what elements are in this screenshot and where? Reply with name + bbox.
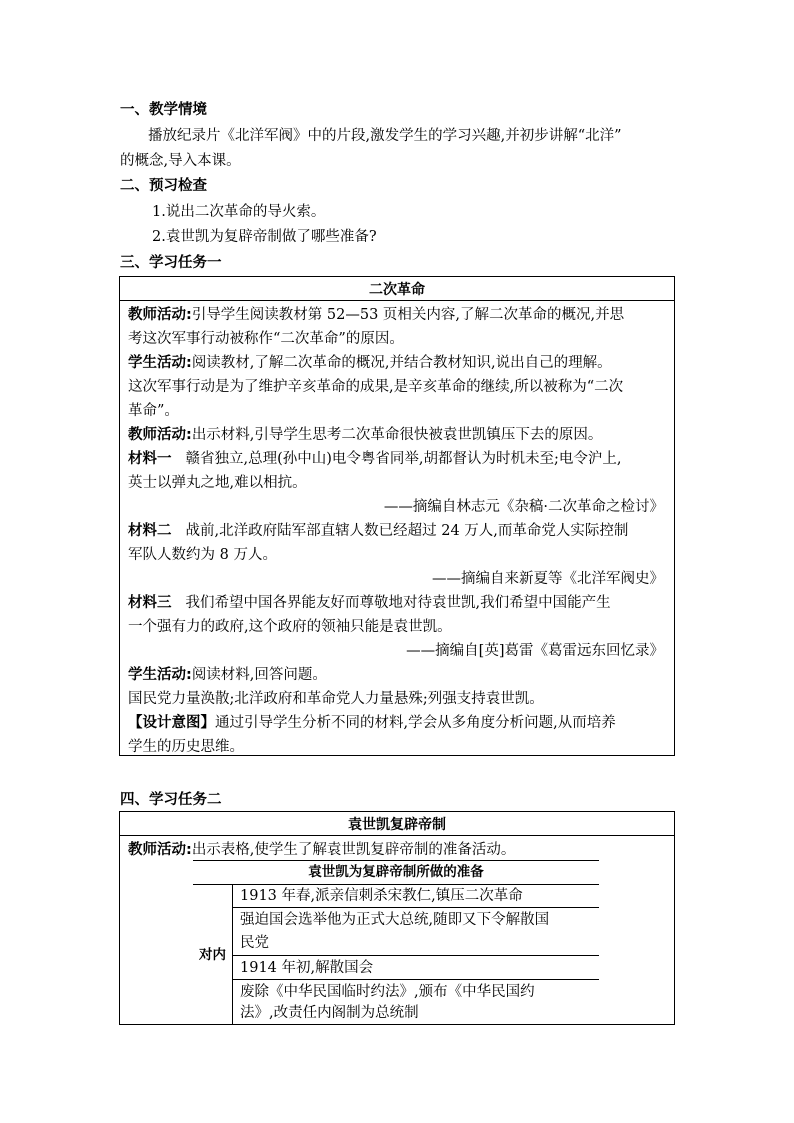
material2-line2: 军队人数约为 8 万人。 [128,547,277,563]
prep-row-4-line2: 法》,改责任内阁制为总统制 [240,1005,419,1021]
row-divider-1 [232,907,599,908]
material1-row1 [128,449,622,469]
teacher2-text: 出示材料,引导学生思考二次革命很快被袁世凯镇压下去的原因。 [191,427,603,443]
prep-row-1: 1913 年春,派亲信刺杀宋教仁,镇压二次革命 [240,888,523,904]
prep-row-4-line1: 废除《中华民国临时约法》,颁布《中华民国约 [240,984,535,1000]
section1-heading: 一、教学情境 [120,102,207,118]
teacher2-label: 教师活动: [128,427,192,443]
section2-q2: 2.袁世凯为复辟帝制做了哪些准备? [152,229,377,245]
task1-table-title: 二次革命 [369,282,425,298]
prep-row-2-line1: 强迫国会选举他为正式大总统,随即又下令解散国 [240,912,550,928]
task1-title-divider [119,300,675,301]
section1-para-line1: 播放纪录片《北洋军阀》中的片段,激发学生的学习兴趣,并初步讲解“北洋” [148,128,622,144]
material2-label: 材料二 [128,523,172,539]
teacher2-row [128,425,602,445]
design-text1: 通过引导学生分析不同的材料,学会从多角度分析问题,从而培养 [215,715,616,731]
answer1-line2: 革命”。 [128,403,179,419]
material3-source: ——摘编自[英]葛雷《葛雷远东回忆录》 [406,643,664,659]
material3-text1: 我们希望中国各界能友好而尊敬地对待袁世凯,我们希望中国能产生 [185,595,611,611]
task2-title-divider [119,835,675,836]
section3-heading: 三、学习任务一 [120,255,222,271]
section4-heading: 四、学习任务二 [120,792,222,808]
section2-q1: 1.说出二次革命的导火索。 [152,204,326,220]
inner-table-top [193,860,599,861]
section2-heading: 二、预习检查 [120,178,207,194]
prep-row-2-line2: 民党 [240,935,269,951]
row-divider-3 [232,979,599,980]
student2-text: 阅读材料,回答问题。 [191,667,327,683]
answer2-line: 国民党力量涣散;北洋政府和革命党人力量悬殊;列强支持袁世凯。 [128,691,544,707]
material3-label: 材料三 [128,595,172,611]
task2-table-title: 袁世凯复辟帝制 [348,817,446,833]
material1-label: 材料一 [128,451,172,467]
material2-text1: 战前,北洋政府陆军部直辖人数已经超过 24 万人,而革命党人实际控制 [185,523,629,539]
task2-teacher-row [128,840,515,860]
design-row1 [128,713,616,733]
material3-row1 [128,593,611,613]
section1-para-line2: 的概念,导入本课。 [120,153,241,169]
row-divider-2 [232,955,599,956]
material1-line2: 英士以弹丸之地,难以相抗。 [128,475,307,491]
answer1-line1: 这次军事行动是为了维护辛亥革命的成果,是辛亥革命的继续,所以被称为“二次 [128,379,624,395]
material1-source: ——摘编自林志元《杂稿·二次革命之检讨》 [383,499,664,515]
student2-label: 学生活动: [128,667,192,683]
design-label: 【设计意图】 [128,715,215,731]
inner-title-divider [193,884,599,885]
inner-column-divider [232,884,233,1024]
task2-teacher-text: 出示表格,使学生了解袁世凯复辟帝制的准备活动。 [191,842,516,858]
teacher1-line2: 考这次军事行动被称作“二次革命”的原因。 [128,331,404,347]
material2-source: ——摘编自来新夏等《北洋军阀史》 [432,571,664,587]
material2-row1 [128,521,628,541]
prep-row-3: 1914 年初,解散国会 [240,960,374,976]
student1-row [128,353,612,373]
task2-teacher-label: 教师活动: [128,842,192,858]
inner-table-title: 袁世凯为复辟帝制所做的准备 [308,864,484,880]
design-line2: 学生的历史思维。 [128,739,244,755]
student2-row [128,665,327,685]
material3-line2: 一个强有力的政府,这个政府的领袖只能是袁世凯。 [128,619,452,635]
teacher1-row1 [128,305,624,325]
student1-text: 阅读教材,了解二次革命的概况,并结合教材知识,说出自己的理解。 [191,355,612,371]
category-label: 对内 [199,947,226,963]
material1-text1: 赣省独立,总理(孙中山)电令粤省同举,胡都督认为时机未至;电令沪上, [185,451,622,467]
teacher1-label: 教师活动: [128,307,192,323]
student1-label: 学生活动: [128,355,192,371]
teacher1-text1: 引导学生阅读教材第 52—53 页相关内容,了解二次革命的概况,并思 [191,307,625,323]
